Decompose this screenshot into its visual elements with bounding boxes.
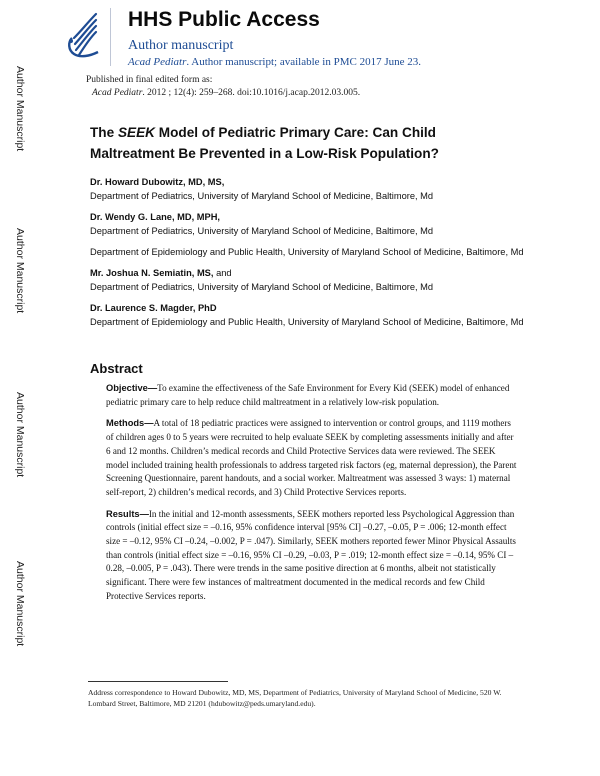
author-list (90, 176, 530, 329)
abstract-body (106, 382, 518, 612)
availability-text: . Author manuscript; available in PMC 2017 June 23. (186, 56, 422, 68)
objective-text: To examine the effectiveness of the Safe Environment for Every Kid (SEEK) model of enhanced pediatric primary care to help reduce child maltreatment in a relatively low-risk population. (106, 383, 510, 407)
correspondence-footnote: Address correspondence to Howard Dubowitz, MD, MS, Department of Pediatrics, University of Maryland School of Medicine, 520 W. Lombard Street, Baltimore, MD 21201 (hdubowitz@peds.umaryland.edu). (88, 688, 502, 708)
title-italic: SEEK (117, 125, 155, 140)
side-label-author-manuscript: Author Manuscript (14, 66, 26, 152)
citation-journal: Acad Pediatr (92, 88, 143, 98)
author-manuscript-subtitle: Author manuscript (128, 38, 234, 53)
author-name-line (90, 267, 530, 280)
side-label-author-manuscript: Author Manuscript (14, 228, 26, 314)
abstract-results (106, 508, 518, 604)
objective-label: Objective— (106, 383, 158, 393)
hhs-eagle-logo (62, 8, 111, 66)
title-prefix: The (90, 125, 118, 140)
author-conjunction: and (213, 268, 232, 278)
hhs-title: HHS Public Access (128, 8, 320, 31)
hhs-eagle-icon (62, 8, 106, 64)
title-rest: Model of Pediatric Primary Care: Can Child Maltreatment Be Prevented in a Low-Risk Population? (90, 125, 439, 161)
author-affiliation: Department of Pediatrics, University of Maryland School of Medicine, Baltimore, Md (90, 191, 434, 201)
article-title (90, 122, 520, 164)
results-label: Results— (106, 508, 149, 519)
published-in-label: Published in final edited form as: (86, 75, 213, 85)
citation (86, 87, 360, 100)
side-label-author-manuscript: Author Manuscript (14, 392, 26, 478)
author-name: Mr. Joshua N. Semiatin, MS, (90, 268, 214, 278)
author-name: Dr. Wendy G. Lane, MD, MPH, (90, 212, 221, 222)
availability-line (128, 56, 421, 68)
journal-name: Acad Pediatr (128, 56, 187, 68)
side-label-author-manuscript: Author Manuscript (14, 561, 26, 647)
methods-label: Methods— (106, 418, 154, 429)
author-name: Dr. Laurence S. Magder, PhD (90, 303, 217, 313)
author-affiliation: Department of Epidemiology and Public Health, University of Maryland School of Medicine, Baltimore, Md (90, 317, 524, 327)
author-affiliation: Department of Pediatrics, University of Maryland School of Medicine, Baltimore, Md (90, 282, 434, 292)
methods-text: A total of 18 pediatric practices were assigned to intervention or control groups, and 1119 mothers of children ages 0 to 5 years were recruited to help evaluate SEEK by completing assessments initially and after 6 and 12 months. Children’s medical records and Child Protective Services data were reviewed. The SEEK model included training health professionals to address targeted risk factors (eg, maternal depression), the Parent Screening Questionnaire, parent handouts, and a social worker. Maltreatment was assessed 3 ways: 1) maternal self-report, 2) children’s medical records, and 3) Child Protective Services reports. (106, 418, 517, 497)
author-affiliation: Department of Pediatrics, University of Maryland School of Medicine, Baltimore, Md (90, 226, 434, 236)
abstract-objective (106, 382, 518, 409)
hhs-header (62, 8, 582, 72)
author-affiliation: Department of Epidemiology and Public Health, University of Maryland School of Medicine, Baltimore, Md (90, 247, 524, 257)
abstract-heading: Abstract (90, 361, 143, 376)
publication-info (86, 74, 360, 100)
author-name: Dr. Howard Dubowitz, MD, MS, (90, 177, 225, 187)
citation-text: . 2012 ; 12(4): 259–268. doi:10.1016/j.acap.2012.03.005. (142, 88, 361, 98)
footnote-divider (88, 681, 228, 682)
results-text: In the initial and 12-month assessments, SEEK mothers reported less Psychological Aggression than controls (initial effect size = –0.16, 95% confidence interval [95% CI] –0.27, –0.05, P = .006; 12-month effect size = –0.12, 95% CI –0.24, –0.002, P = .047). Similarly, SEEK mothers reported fewer Minor Physical Assaults than controls (initial effect size = –0.16, 95% CI –0.29, –0.03, P = .019; 12-month effect size = –0.14, 95% CI –0.28, –0.005, P = .043). There were trends in the same positive direction at 6 months, albeit not statistically significant. There were few instances of maltreatment documented in the medical records and few Child Protective Services reports. (106, 508, 516, 601)
abstract-methods (106, 417, 518, 499)
